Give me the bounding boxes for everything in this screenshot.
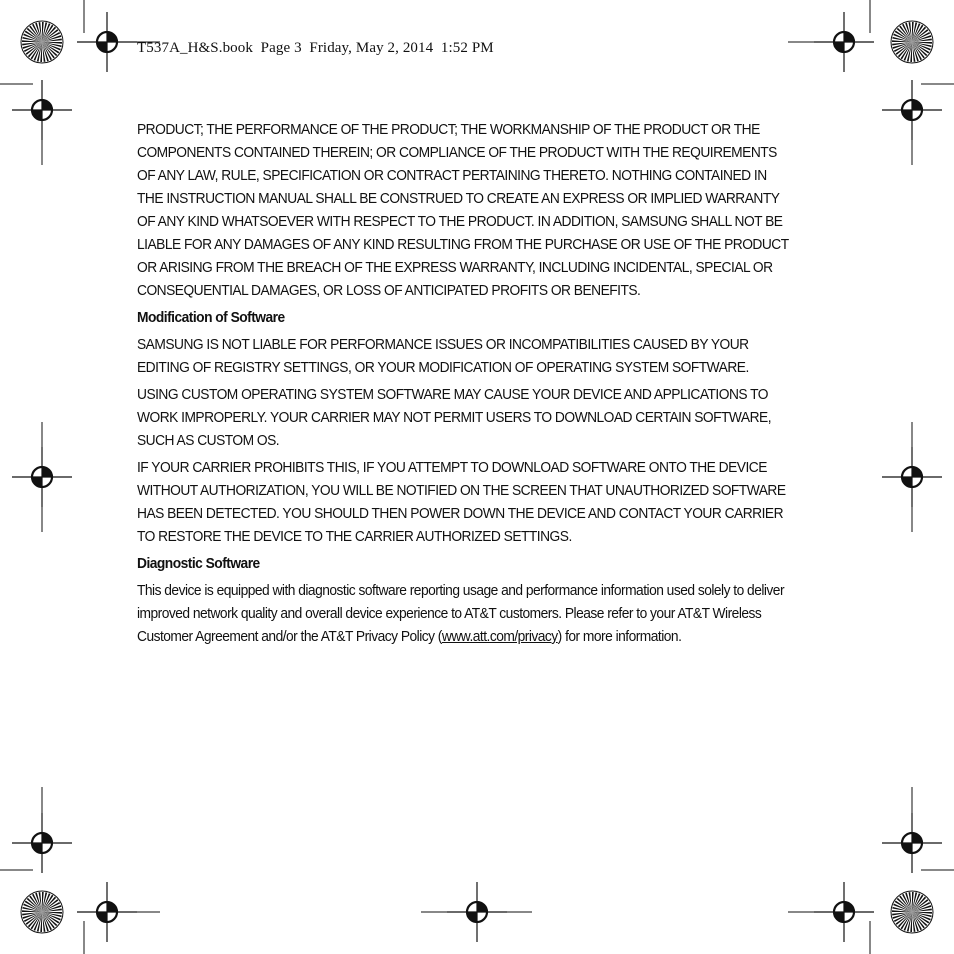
privacy-policy-link[interactable]: www.att.com/privacy bbox=[441, 629, 558, 645]
starburst-target-icon bbox=[891, 21, 933, 63]
registration-mark-icon bbox=[882, 80, 942, 140]
registration-mark-icon bbox=[447, 882, 507, 942]
starburst-target-icon bbox=[891, 891, 933, 933]
registration-mark-icon bbox=[814, 882, 874, 942]
registration-mark-icon bbox=[12, 447, 72, 507]
book-page-header: T537A_H&S.book Page 3 Friday, May 2, 2014 1:52 PM bbox=[137, 40, 494, 56]
registration-mark-icon bbox=[77, 882, 137, 942]
section-heading-diagnostic: Diagnostic Software bbox=[137, 556, 260, 572]
registration-mark-icon bbox=[77, 12, 137, 72]
warranty-paragraph: PRODUCT; THE PERFORMANCE OF THE PRODUCT; THE WORKMANSHIP OF THE PRODUCT OR THE COMPONENTS CONTAINED THEREIN; OR COMPLIANCE OF THE PRODUCT WITH THE REQUIREMENTS OF ANY LAW, RULE, SPECIFICATION OR CONTRACT PERTAINING THERETO. NOTHING CONTAINED IN THE INSTRUCTION MANUAL SHALL BE CONSTRUED TO CREATE AN EXPRESS OR IMPLIED WARRANTY OF ANY KIND WHATSOEVER WITH RESPECT TO THE PRODUCT. IN ADDITION, SAMSUNG SHALL NOT BE LIABLE FOR ANY DAMAGES OF ANY KIND RESULTING FROM THE PURCHASE OR USE OF THE PRODUCT OR ARISING FROM THE BREACH OF THE EXPRESS WARRANTY, INCLUDING INCIDENTAL, SPECIAL OR CONSEQUENTIAL DAMAGES, OR LOSS OF ANTICIPATED PROFITS OR BENEFITS. bbox=[137, 122, 789, 299]
starburst-target-icon bbox=[21, 891, 63, 933]
registration-mark-icon bbox=[882, 813, 942, 873]
registration-mark-icon bbox=[12, 80, 72, 140]
diagnostic-paragraph bbox=[137, 580, 789, 649]
section-heading-modification: Modification of Software bbox=[137, 310, 285, 326]
modification-paragraph-2: USING CUSTOM OPERATING SYSTEM SOFTWARE MAY CAUSE YOUR DEVICE AND APPLICATIONS TO WORK IMPROPERLY. YOUR CARRIER MAY NOT PERMIT USERS TO DOWNLOAD CERTAIN SOFTWARE, SUCH AS CUSTOM OS. bbox=[137, 387, 772, 449]
modification-paragraph-3: IF YOUR CARRIER PROHIBITS THIS, IF YOU ATTEMPT TO DOWNLOAD SOFTWARE ONTO THE DEVICE WITHOUT AUTHORIZATION, YOU WILL BE NOTIFIED ON THE SCREEN THAT UNAUTHORIZED SOFTWARE HAS BEEN DETECTED. YOU SHOULD THEN POWER DOWN THE DEVICE AND CONTACT YOUR CARRIER TO RESTORE THE DEVICE TO THE CARRIER AUTHORIZED SETTINGS. bbox=[137, 460, 786, 545]
document-body bbox=[137, 119, 789, 653]
registration-mark-icon bbox=[12, 813, 72, 873]
registration-mark-icon bbox=[882, 447, 942, 507]
registration-mark-icon bbox=[814, 12, 874, 72]
starburst-target-icon bbox=[21, 21, 63, 63]
diagnostic-text: This device is equipped with diagnostic software reporting usage and performance information used solely to deliver improved network quality and overall device experience to AT&T customers. Please refer to your AT&T Wireless Customer Agreement and/or the AT&T Privacy Policy ( bbox=[137, 583, 785, 645]
diagnostic-text-end: ) for more information. bbox=[557, 629, 682, 645]
modification-paragraph-1: SAMSUNG IS NOT LIABLE FOR PERFORMANCE ISSUES OR INCOMPATIBILITIES CAUSED BY YOUR EDITING OF REGISTRY SETTINGS, OR YOUR MODIFICATION OF OPERATING SYSTEM SOFTWARE. bbox=[137, 337, 749, 376]
